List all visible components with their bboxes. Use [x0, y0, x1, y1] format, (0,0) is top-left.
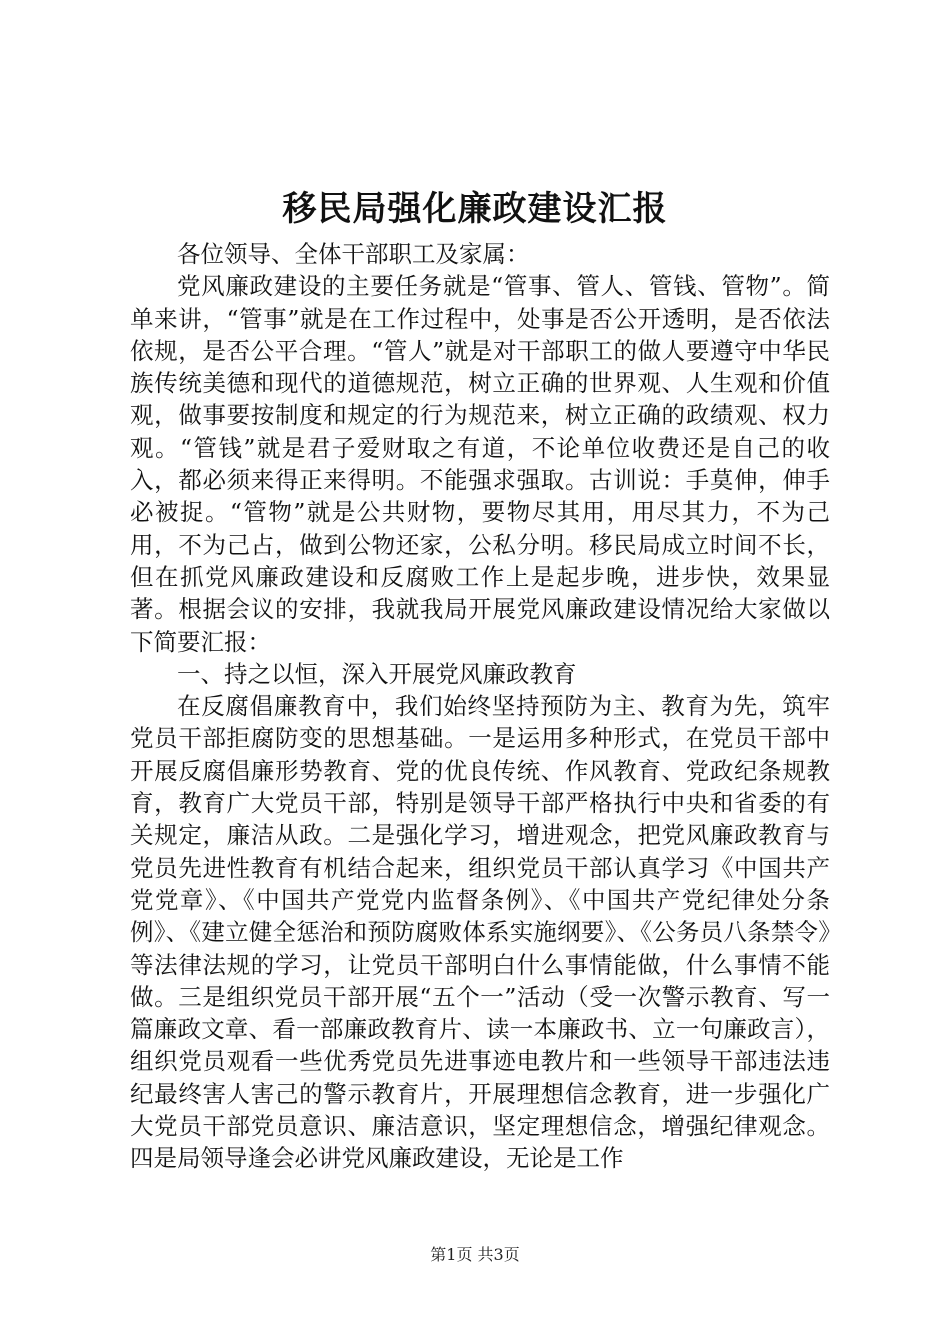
section-paragraph: 在反腐倡廉教育中，我们始终坚持预防为主、教育为先，筑牢党员干部拒腐防变的思想基础。一是运用多种形式，在党员干部中开展反腐倡廉形势教育、党的优良传统、作风教育、党政纪条规教育，教育广大党员干部，特别是领导干部严格执行中央和省委的有关规定，廉洁从政。二是强化学习，增进观念，把党风廉政教育与党员先进性教育有机结合起来，组织党员干部认真学习《中国共产党党章》、《中国共产党党内监督条例》、《中国共产党纪律处分条例》、《建立健全惩治和预防腐败体系实施纲要》、《公务员八条禁令》等法律法规的学习，让党员干部明白什么事情能做，什么事情不能做。三是组织党员干部开展“五个一”活动（受一次警示教育、写一篇廉政文章、看一部廉政教育片、读一本廉政书、立一句廉政言），组织党员观看一些优秀党员先进事迹电教片和一些领导干部违法违纪最终害人害己的警示教育片，开展理想信念教育，进一步强化广大党员干部党员意识、廉洁意识，坚定理想信念，增强纪律观念。四是局领导逢会必讲党风廉政建设，无论是工作: [130, 692, 830, 1173]
document-title: 移民局强化廉政建设汇报: [282, 189, 668, 229]
page-number: 第1页 共3页: [430, 1245, 520, 1264]
salutation-paragraph: 各位领导、全体干部职工及家属：: [177, 240, 530, 268]
document-body: [130, 238, 830, 1175]
section-heading: 一、持之以恒，深入开展党风廉政教育: [177, 659, 577, 688]
intro-paragraph: 党风廉政建设的主要任务就是“管事、管人、管钱、管物”。简单来讲，“管事”就是在工作过程中，处事是否公开透明，是否依法依规，是否公平合理。“管人”就是对干部职工的做人要遵守中华民族传统美德和现代的道德规范，树立正确的世界观、人生观和价值观，做事要按制度和规定的行为规范来，树立正确的政绩观、权力观。“管钱”就是君子爱财取之有道，不论单位收费还是自己的收入，都必须来得正来得明。不能强求强取。古训说：手莫伸，伸手必被捉。“管物”就是公共财物，要物尽其用，用尽其力，不为己用，不为己占，做到公物还家，公私分明。移民局成立时间不长，但在抓党风廉政建设和反腐败工作上是起步晚，进步快，效果显著。根据会议的安排，我就我局开展党风廉政建设情况给大家做以下简要汇报：: [130, 272, 830, 656]
